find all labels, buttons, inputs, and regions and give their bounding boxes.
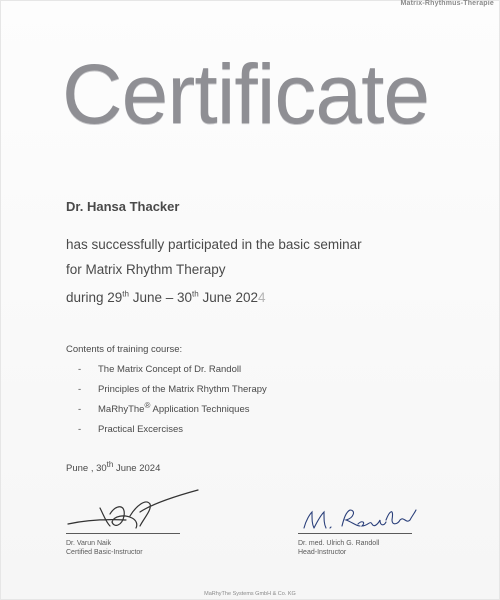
list-item (78, 384, 267, 404)
certificate-title: Certificate (62, 47, 430, 141)
list-item-label: MaRhyThe (98, 404, 145, 415)
signature-left-image (66, 486, 206, 536)
signature-line-right (298, 533, 412, 534)
list-dash: - (78, 424, 82, 435)
list-dash: - (78, 404, 82, 415)
list-dash: - (78, 364, 82, 375)
list-item (78, 364, 267, 384)
contents-heading: Contents of training course: (66, 344, 183, 355)
date-range-mid: June – 30 (128, 290, 193, 305)
date-suffix: th (122, 289, 129, 299)
participation-line: has successfully participated in the basic seminar (66, 237, 362, 252)
date-range-faded: 4 (258, 290, 266, 305)
contents-list (78, 364, 267, 444)
date-range-line (66, 290, 266, 305)
signatory-name: Dr. med. Ulrich G. Randoll (298, 540, 380, 547)
list-item-text (98, 364, 241, 384)
place-date (66, 459, 161, 474)
list-item-label: Principles of the Matrix Rhythm Therapy (98, 384, 267, 395)
list-item (78, 424, 267, 444)
company-footer: MaRhyThe Systems GmbH & Co. KG (204, 591, 296, 597)
list-item-label: The Matrix Concept of Dr. Randoll (98, 364, 242, 375)
signatory-left (66, 539, 143, 557)
place-date-year: June 2024 (113, 463, 161, 474)
date-range-end: June 202 (198, 290, 259, 305)
list-item-text (98, 384, 267, 404)
signatory-right (298, 539, 379, 557)
seminar-line: for Matrix Rhythm Therapy (66, 262, 226, 277)
list-dash: - (78, 384, 82, 395)
place-date-text: Pune , 30 (66, 463, 107, 474)
signatory-role: Certified Basic-Instructor (66, 549, 143, 556)
date-range-start: during 29 (66, 290, 123, 305)
list-item-text (98, 424, 183, 444)
signature-line-left (66, 533, 180, 534)
signatory-role: Head-Instructor (298, 549, 347, 556)
list-item (78, 400, 267, 424)
brand-label: Matrix-Rhythmus-Therapie (400, 0, 494, 7)
list-item-sup: ® (144, 400, 151, 410)
signatory-name: Dr. Varun Naik (66, 540, 111, 547)
date-suffix: th (106, 459, 114, 469)
list-item-label-post: Application Techniques (150, 404, 250, 415)
date-suffix: th (192, 289, 199, 299)
list-item-label: Practical Excercises (98, 424, 183, 435)
recipient-name: Dr. Hansa Thacker (66, 199, 180, 214)
list-item-text (98, 400, 250, 424)
signature-right-image (300, 502, 420, 536)
